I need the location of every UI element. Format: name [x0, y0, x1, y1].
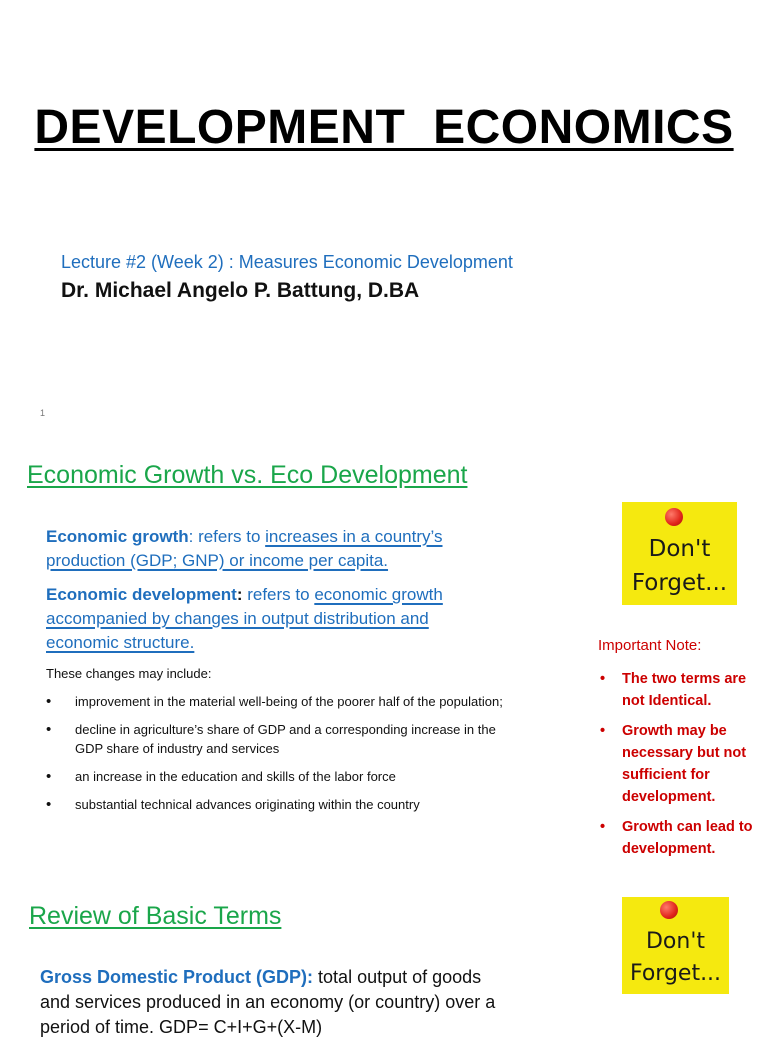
- dont-forget-sticky-note-2: [622, 897, 729, 994]
- development-colon: :: [236, 585, 243, 604]
- bullet-icon: •: [600, 671, 606, 687]
- list-item-text: an increase in the education and skills of the labor force: [75, 769, 396, 784]
- note-item: [598, 668, 768, 712]
- list-item: [46, 692, 526, 711]
- list-item-text: substantial technical advances originating within the country: [75, 797, 420, 812]
- economic-development-term: Economic development: [46, 585, 237, 604]
- pushpin-icon: [660, 901, 678, 919]
- bullet-icon: •: [46, 721, 52, 738]
- author-name: Dr. Michael Angelo P. Battung, D.BA: [61, 279, 420, 302]
- important-note-title: Important Note:: [598, 637, 702, 654]
- sticky-line-1: Don't: [645, 929, 706, 954]
- sticky-line-1: Don't: [648, 536, 711, 562]
- bullet-icon: •: [46, 693, 52, 710]
- list-item-text: improvement in the material well-being of the poorer half of the population;: [75, 694, 503, 709]
- economic-growth-definition: [46, 525, 476, 573]
- list-item: [46, 767, 526, 786]
- bullet-icon: •: [46, 768, 52, 785]
- important-notes-list: [598, 668, 768, 868]
- section-title-growth-vs-development: Economic Growth vs. Eco Development: [27, 461, 468, 489]
- development-connector: refers to: [242, 585, 315, 604]
- note-item-text: Growth can lead to development.: [622, 819, 753, 857]
- changes-list: [46, 692, 526, 823]
- bullet-icon: •: [600, 723, 606, 739]
- gdp-definition: [40, 965, 510, 1040]
- list-item-text: decline in agriculture’s share of GDP and a corresponding increase in the GDP share of industry and services: [75, 722, 496, 756]
- bullet-icon: •: [46, 796, 52, 813]
- section-title-basic-terms: Review of Basic Terms: [29, 902, 282, 930]
- note-item-text: Growth may be necessary but not sufficient for development.: [622, 723, 747, 805]
- growth-connector: : refers to: [188, 527, 266, 546]
- sticky-line-2: Forget...: [629, 961, 722, 986]
- page-number: 1: [40, 408, 46, 418]
- sticky-line-2: Forget...: [631, 570, 728, 596]
- main-title: DEVELOPMENT ECONOMICS: [34, 101, 734, 154]
- gdp-definition-text: total output of goods and services produced in an economy (or country) over a period of time. GDP= C+I+G+(X-M): [40, 967, 496, 1037]
- changes-intro: These changes may include:: [46, 666, 212, 681]
- gdp-term: Gross Domestic Product (GDP):: [40, 967, 314, 987]
- lecture-subtitle: Lecture #2 (Week 2) : Measures Economic Development: [61, 252, 513, 272]
- bullet-icon: •: [600, 819, 606, 835]
- growth-definition-text: increases in a country’s production (GDP; GNP) or income per capita.: [46, 527, 443, 570]
- note-item: [598, 816, 768, 860]
- development-definition-text: economic growth accompanied by changes in output distribution and economic structure.: [46, 585, 443, 652]
- list-item: [46, 795, 526, 814]
- pushpin-icon: [665, 508, 683, 526]
- dont-forget-sticky-note: [622, 502, 737, 605]
- note-item-text: The two terms are not Identical.: [622, 671, 747, 709]
- economic-growth-term: Economic growth: [46, 527, 189, 546]
- economic-development-definition: [46, 583, 476, 655]
- list-item: [46, 720, 526, 758]
- note-item: [598, 720, 768, 808]
